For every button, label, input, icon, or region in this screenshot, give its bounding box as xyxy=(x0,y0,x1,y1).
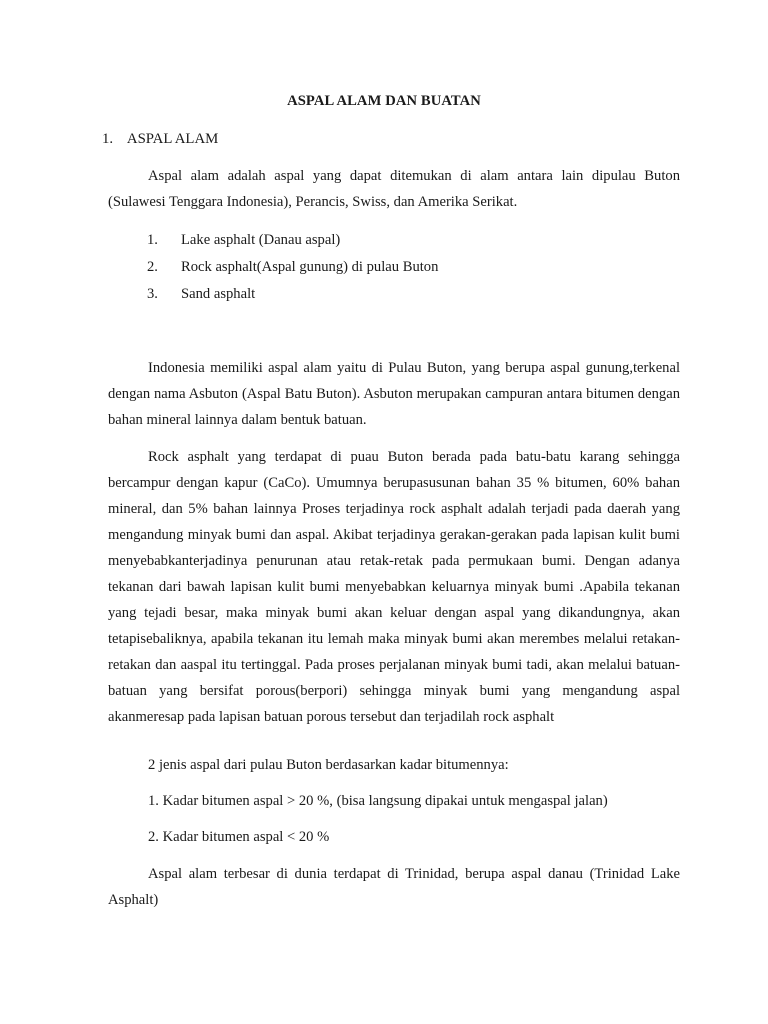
paragraph-indonesia: Indonesia memiliki aspal alam yaitu di Pulau Buton, yang berupa aspal gunung,terkenal dengan nama Asbuton (Aspal Batu Buton). Asbuton merupakan campuran antara bitumen dengan bahan mineral lainnya dalam bentuk batuan. xyxy=(108,360,680,428)
list-item-number: 3. xyxy=(147,286,158,302)
paragraph-kadar-2: 2. Kadar bitumen aspal < 20 % xyxy=(148,829,330,845)
paragraph-rock-asphalt: Rock asphalt yang terdapat di puau Buton berada pada batu-batu karang sehingga bercampur dengan kapur (CaCo). Umumnya berupasusunan bahan 35 % bitumen, 60% bahan mineral, dan 5% bahan lainnya Proses terjadinya rock asphalt adalah terjadi pada daerah yang mengandung minyak bumi dan aspal. Akibat terjadinya gerakan-gerakan pada lapisan kulit bumi menyebabkanterjadinya penurunan atau retak-retak pada permukaan bumi. Dengan adanya tekanan dari bawah lapisan kulit bumi menyebabkan keluarnya minyak bumi .Apabila tekanan yang tejadi besar, maka minyak bumi akan keluar dengan aspal yang dikandungnya, akan tetapisebaliknya, apabila tekanan itu lemah maka minyak bumi akan merembes melalui retakan-retakan dan aaspal itu tertinggal. Pada proses perjalanan minyak bumi tadi, akan melalui batuan-batuan yang bersifat porous(berpori) sehingga minyak bumi yang mengandung aspal akanmeresap pada lapisan batuan porous tersebut dan terjadilah rock asphalt xyxy=(108,449,680,725)
list-item-text: Rock asphalt(Aspal gunung) di pulau Buton xyxy=(181,259,439,275)
section-heading xyxy=(102,131,218,148)
paragraph-trinidad: Aspal alam terbesar di dunia terdapat di Trinidad, berupa aspal danau (Trinidad Lake Asphalt) xyxy=(108,866,680,908)
asphalt-type-list xyxy=(147,227,438,308)
section-heading-text: ASPAL ALAM xyxy=(126,131,219,147)
paragraph-jenis: 2 jenis aspal dari pulau Buton berdasarkan kadar bitumennya: xyxy=(148,757,509,773)
paragraph-intro: Aspal alam adalah aspal yang dapat ditemukan di alam antara lain dipulau Buton (Sulawesi Tenggara Indonesia), Perancis, Swiss, dan Amerika Serikat. xyxy=(108,168,680,210)
list-item-number: 2. xyxy=(147,259,158,275)
list-item xyxy=(147,254,438,281)
list-item-text: Sand asphalt xyxy=(181,286,256,302)
section-number: 1. xyxy=(102,131,114,147)
paragraph-kadar-1: 1. Kadar bitumen aspal > 20 %, (bisa langsung dipakai untuk mengaspal jalan) xyxy=(148,793,608,809)
list-item-text: Lake asphalt (Danau aspal) xyxy=(181,232,341,248)
list-item xyxy=(147,281,438,308)
list-item-number: 1. xyxy=(147,232,158,248)
list-item xyxy=(147,227,438,254)
document-title: ASPAL ALAM DAN BUATAN xyxy=(287,93,481,109)
